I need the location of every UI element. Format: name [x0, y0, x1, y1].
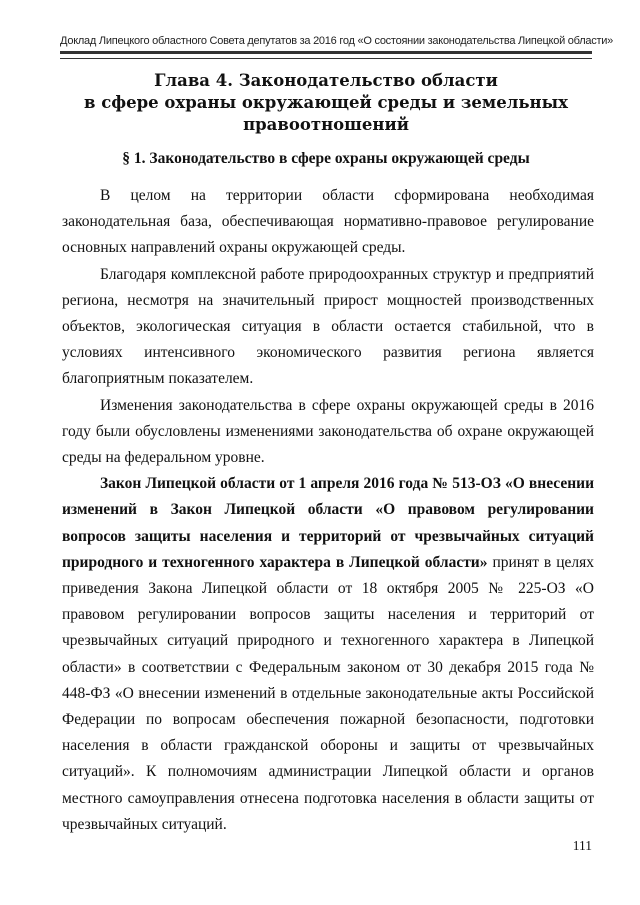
page-number: 111 — [572, 838, 592, 853]
paragraph-4 — [62, 471, 594, 838]
chapter-title — [60, 70, 592, 136]
law-title: Закон Липецкой области от 1 апреля 2016 года № 513-ОЗ «О внесении изменений в Закон Липецкой области «О правовом регулировании вопросов защиты населения и территорий от чрезвычайных ситуаций природного и техногенного характера в Липецкой области» — [62, 475, 594, 571]
paragraph-3: Изменения законодательства в сфере охраны окружающей среды в 2016 году были обусловлены изменениями законодательства об охране окружающей среды на федеральном уровне. — [62, 396, 594, 467]
paragraph-1: В целом на территории области сформирована необходимая законодательная база, обеспечивающая нормативно-правовое регулирование основных направлений охраны окружающей среды. — [62, 187, 594, 257]
chapter-title-line-1: Глава 4. Законодательство области — [154, 71, 498, 90]
running-header: Доклад Липецкого областного Совета депутатов за 2016 год «О состоянии законодательства Липецкой области» — [60, 35, 614, 47]
chapter-title-line-3: правоотношений — [243, 115, 409, 134]
section-heading: § 1. Законодательство в сфере охраны окружающей среды — [122, 150, 530, 167]
paragraph-4-text: принят в целях приведения Закона Липецкой области от 18 октября 2005 № 225-ОЗ «О правовом регулировании вопросов защиты населения и территорий от чрезвычайных ситуаций природного и техногенного характера в Липецкой области» в соответствии с Федеральным законом от 30 декабря 2015 года № 448-ФЗ «О внесении изменений в отдельные законодательные акты Российской Федерации по вопросам обеспечения пожарной безопасности, подготовки населения в области гражданской обороны и защиты от чрезвычайных ситуаций». К полномочиям администрации Липецкой области и органов местного самоуправления отнесена подготовка населения в области защиты от чрезвычайных ситуаций. — [62, 553, 594, 833]
chapter-title-line-2: в сфере охраны окружающей среды и земельных — [84, 93, 568, 112]
paragraph-2: Благодаря комплексной работе природоохранных структур и предприятий региона, несмотря на значительный прирост мощностей производственных объектов, экологическая ситуация в области остается стабильной, что в условиях интенсивного экономического развития региона является благоприятным показателем. — [62, 265, 594, 388]
body-text — [62, 183, 594, 838]
header-double-rule — [60, 51, 592, 59]
